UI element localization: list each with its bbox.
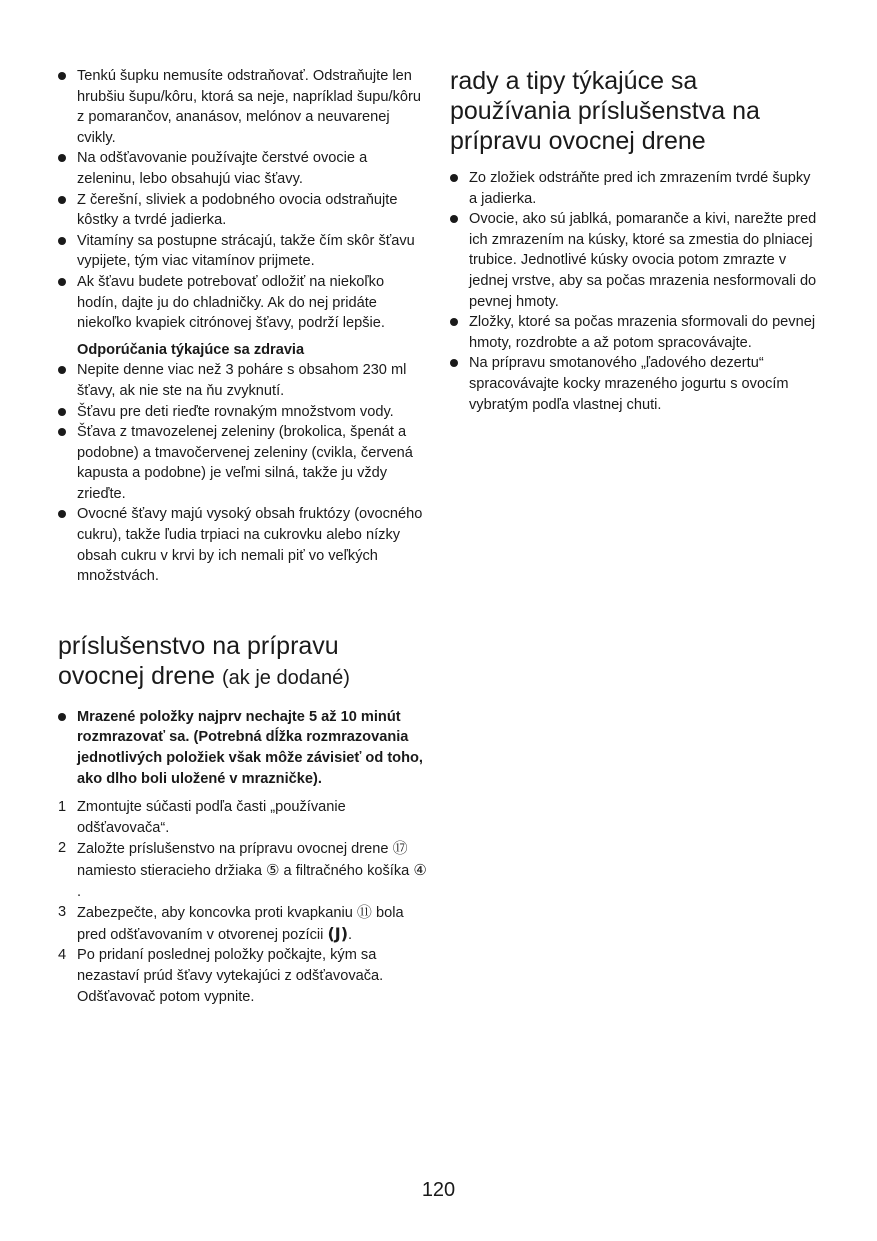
open-position-label: (J) [327, 923, 349, 943]
step-text: Založte príslušenstvo na prípravu ovocnej drene [77, 841, 389, 858]
part-ref-5: ⑤ [266, 861, 280, 879]
health-tips-list [58, 360, 428, 587]
step-number: 2 [58, 840, 67, 857]
step-text: a filtračného košíka [283, 863, 410, 879]
list-item: Na odšťavovanie používajte čerstvé ovocie a zeleninu, lebo obsahujú viac šťavy. [58, 148, 428, 189]
step-number: 3 [58, 904, 67, 921]
list-item: Nepite denne viac než 3 poháre s obsahom 230 ml šťavy, ak nie ste na ňu zvyknutí. [58, 360, 428, 401]
juicing-tips-list [58, 66, 428, 334]
step-item [58, 838, 428, 902]
part-ref-11: ⑪ [356, 903, 372, 922]
list-item: Ovocné šťavy majú vysoký obsah fruktózy (ovocného cukru), takže ľudia trpiaci na cukrovku alebo nízky obsah cukru v krvi by ich nemali piť vo veľkých množstvách. [58, 504, 428, 586]
step-number: 4 [58, 947, 67, 964]
list-item: Mrazené položky najprv nechajte 5 až 10 minút rozmrazovať sa. (Potrebná dĺžka rozmrazovania jednotlivých položiek však môže závisieť od toho, ako dlho boli uložené v mrazničke). [58, 707, 428, 789]
right-column [450, 66, 822, 415]
section-title-main: príslušenstvo na prípravu ovocnej drene [58, 631, 339, 690]
steps-list [58, 797, 428, 1007]
step-text: . [77, 883, 82, 900]
step-text: Zmontujte súčasti podľa časti „používanie odšťavovača“. [77, 799, 346, 836]
list-item: Vitamíny sa postupne strácajú, takže čím skôr šťavu vypijete, tým viac vitamínov prijmete. [58, 231, 428, 272]
step-item [58, 945, 428, 1007]
list-item: Z čerešní, sliviek a podobného ovocia odstraňujte kôstky a tvrdé jadierka. [58, 190, 428, 231]
list-item: Zo zložiek odstráňte pred ich zmrazením tvrdé šupky a jadierka. [450, 168, 822, 209]
list-item: Šťava z tmavozelenej zeleniny (brokolica, špenát a podobne) a tmavočervenej zeleniny (cvikla, červená kapusta a podobne) je veľmi silná, takže ju vždy zrieďte. [58, 422, 428, 504]
step-item [58, 902, 428, 945]
section-title-note: (ak je dodané) [222, 666, 350, 689]
sorbet-tips-list [450, 168, 822, 415]
list-item: Na prípravu smotanového „ľadového dezertu“ spracovávajte kocky mrazeného jogurtu s ovocím vybratým podľa vlastnej chuti. [450, 353, 822, 415]
step-text: bola pred odšťavovaním v otvorenej pozícii [77, 905, 404, 943]
list-item: Šťavu pre deti rieďte rovnakým množstvom vody. [58, 402, 428, 423]
list-item: Ovocie, ako sú jablká, pomaranče a kivi, narežte pred ich zmrazením na kúsky, ktoré sa zmestia do plniacej trubice. Jednotlivé kúsky ovocia potom zmrazte v jednej vrstve, aby sa počas mrazenia nesformovali do pevnej hmoty. [450, 209, 822, 312]
step-text: Zabezpečte, aby koncovka proti kvapkaniu [77, 905, 353, 922]
step-item [58, 797, 428, 838]
step-text: Po pridaní poslednej položky počkajte, kým sa nezastaví prúd šťavy vytekajúci z odšťavovača. Odšťavovač potom vypnite. [77, 947, 384, 1005]
thaw-warning-list [58, 707, 428, 789]
part-ref-4: ④ [413, 861, 427, 879]
list-item: Zložky, ktoré sa počas mrazenia sformovali do pevnej hmoty, rozdrobte a až potom spracovávajte. [450, 312, 822, 353]
part-ref-17: ⑰ [392, 839, 408, 858]
list-item: Ak šťavu budete potrebovať odložiť na niekoľko hodín, dajte ju do chladničky. Ak do nej pridáte niekoľko kvapiek citrónovej šťavy, podrží lepšie. [58, 272, 428, 334]
step-number: 1 [58, 799, 67, 816]
step-text: . [348, 926, 353, 943]
health-heading: Odporúčania týkajúce sa zdravia [77, 341, 305, 358]
step-text: namiesto stieracieho držiaka [77, 863, 262, 879]
list-item: Tenkú šupku nemusíte odstraňovať. Odstraňujte len hrubšiu šupu/kôru, ktorá sa neje, napríklad šupu/kôru z pomarančov, ananásov, melónov a neuvarenej cvikly. [58, 66, 428, 148]
section-title [58, 631, 428, 693]
tips-title: rady a tipy týkajúce sa používania príslušenstva na prípravu ovocnej drene [450, 67, 760, 155]
page-number: 120 [421, 1179, 456, 1201]
left-column [58, 66, 428, 1007]
